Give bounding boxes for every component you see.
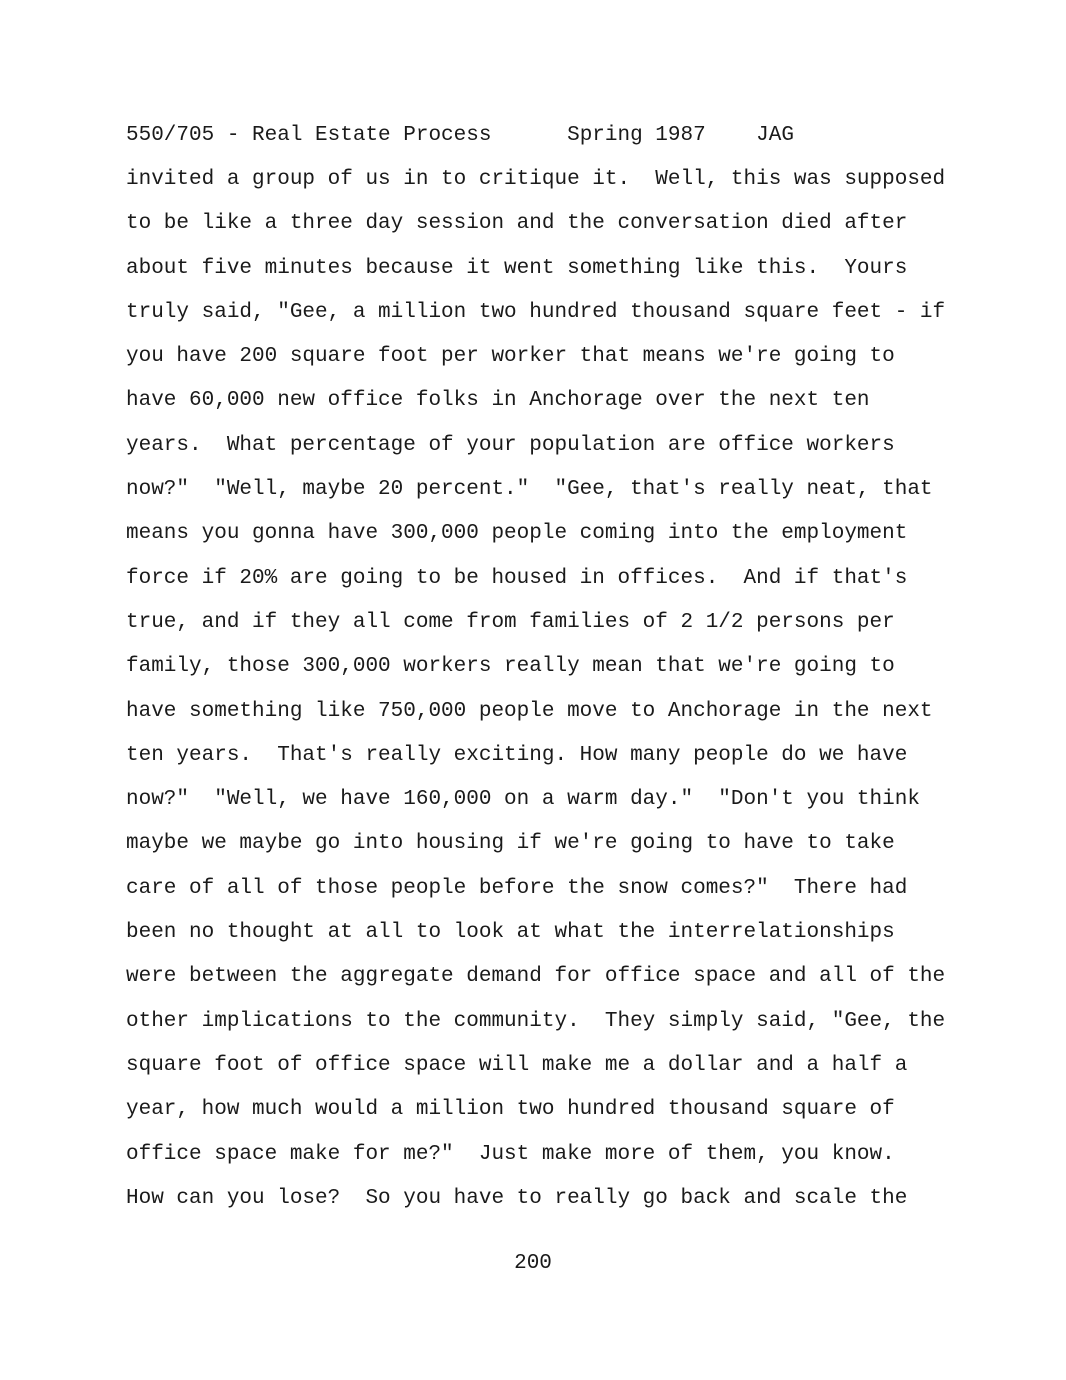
text-line: force if 20% are going to be housed in offices. And if that's (126, 566, 908, 590)
text-line: you have 200 square foot per worker that means we're going to (126, 345, 895, 369)
text-line: were between the aggregate demand for office space and all of the (126, 965, 946, 989)
text-line: have something like 750,000 people move to Anchorage in the next (126, 699, 933, 723)
text-line: been no thought at all to look at what the interrelationships (126, 921, 895, 945)
text-line: maybe we maybe go into housing if we're going to have to take (126, 832, 895, 856)
running-header (126, 123, 794, 149)
text-line: now?" "Well, maybe 20 percent." "Gee, that's really neat, that (126, 478, 933, 502)
text-line: family, those 300,000 workers really mean that we're going to (126, 655, 895, 679)
text-line: square foot of office space will make me a dollar and a half a (126, 1053, 908, 1077)
header-course: 550/705 - Real Estate Process (126, 124, 492, 147)
header-term: Spring 1987 (567, 124, 706, 147)
text-line: have 60,000 new office folks in Anchorage over the next ten (126, 389, 870, 413)
text-line: other implications to the community. They simply said, "Gee, the (126, 1009, 946, 1033)
text-line: office space make for me?" Just make more of them, you know. (126, 1142, 895, 1166)
text-line: ten years. That's really exciting. How many people do we have (126, 743, 908, 767)
page-number: 200 (514, 1252, 552, 1275)
body-text (126, 167, 945, 1230)
text-line: to be like a three day session and the conversation died after (126, 212, 908, 236)
text-line: true, and if they all come from families of 2 1/2 persons per (126, 610, 895, 634)
text-line: means you gonna have 300,000 people coming into the employment (126, 522, 908, 546)
text-line: years. What percentage of your population are office workers (126, 433, 895, 457)
text-line: truly said, "Gee, a million two hundred thousand square feet - if (126, 300, 946, 324)
text-line: about five minutes because it went something like this. Yours (126, 256, 908, 280)
text-line: invited a group of us in to critique it. Well, this was supposed (126, 168, 946, 191)
text-line: How can you lose? So you have to really go back and scale the (126, 1186, 908, 1210)
header-initials: JAG (756, 124, 794, 147)
text-line: year, how much would a million two hundred thousand square of (126, 1098, 895, 1122)
text-line: care of all of those people before the snow comes?" There had (126, 876, 908, 900)
text-line: now?" "Well, we have 160,000 on a warm day." "Don't you think (126, 788, 920, 812)
